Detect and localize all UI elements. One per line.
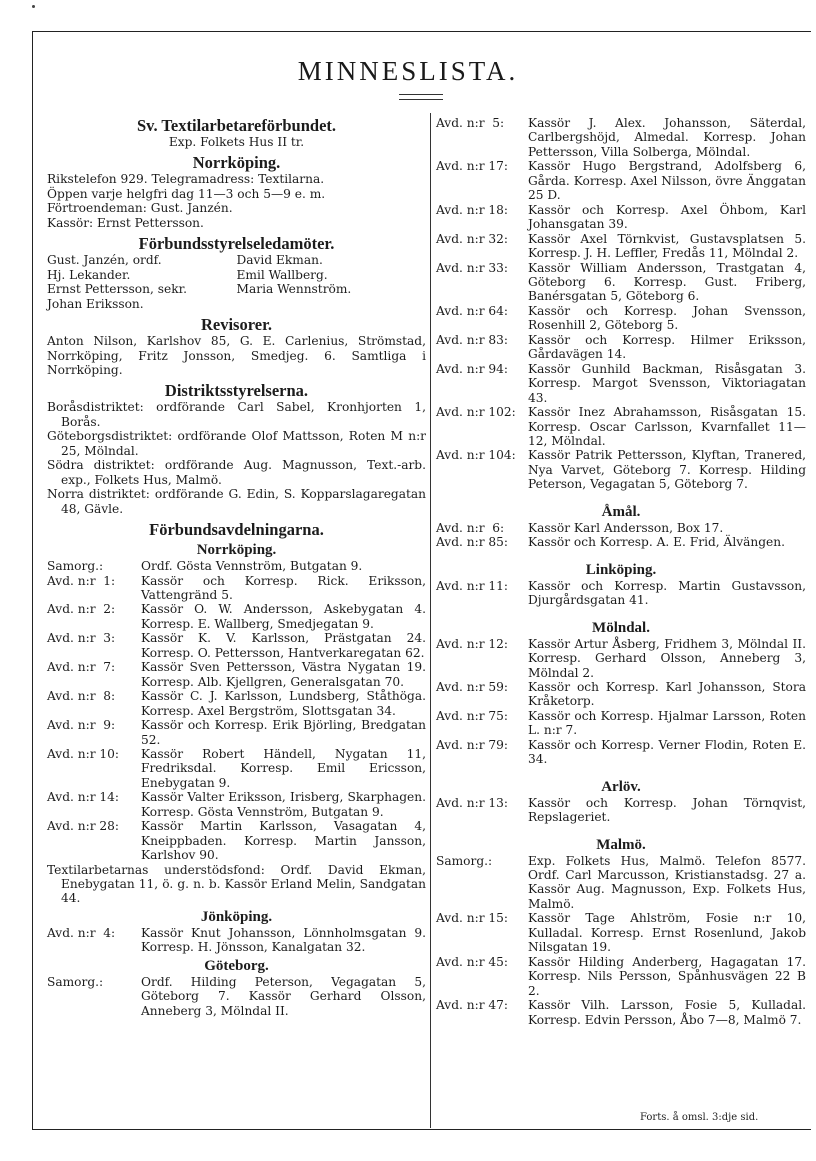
section-text: Kassör Artur Åsberg, Fridhem 3, Mölndal II. Korresp. Gerhard Olsson, Anneberg 3, Mölndal 2. — [528, 636, 806, 680]
section-text: Kassör Inez Abrahamsson, Risåsgatan 15. Korresp. Oscar Carlsson, Kvarnfallet 11—12, Mölndal. — [528, 405, 806, 448]
malmo-list — [436, 854, 806, 1027]
section-label: Avd. n:r 32: — [436, 231, 509, 246]
section-label: Avd. n:r 45: — [436, 954, 509, 969]
section-text: Ordf. Hilding Peterson, Vegagatan 5, Göteborg 7. Kassör Gerhard Olsson, Anneberg 3, Mölndal II. — [141, 974, 426, 1018]
section-text: Kassör och Korresp. Verner Flodin, Roten E. 34. — [528, 737, 806, 767]
section-label: Avd. n:r 94: — [436, 361, 509, 376]
section-text: Kassör Axel Törnkvist, Gustavsplatsen 5. Korresp. J. H. Leffler, Fredås 11, Mölndal 2. — [528, 231, 806, 261]
section-label: Avd. n:r 17: — [436, 159, 509, 174]
section-label: Avd. n:r 2: — [47, 602, 116, 617]
right-column — [436, 116, 806, 1027]
board-member — [237, 297, 427, 311]
section-entry — [436, 998, 806, 1027]
jonkoping-heading: Jönköping. — [200, 908, 273, 925]
board-member: Ernst Pettersson, sekr. — [47, 282, 187, 297]
section-entry — [436, 796, 806, 825]
section-text: Kassör Knut Johansson, Lönnholmsgatan 9. Korresp. H. Jönsson, Kanalgatan 32. — [141, 925, 426, 955]
section-entry — [436, 116, 806, 159]
districts-heading: Distriktsstyrelserna. — [164, 381, 309, 401]
section-text: Kassör och Korresp. Hilmer Eriksson, Gårdavägen 14. — [528, 332, 806, 362]
section-entry — [436, 362, 806, 405]
section-entry — [436, 333, 806, 362]
district-entry: Norra distriktet: ordförande G. Edin, S. Kopparslagaregatan 48, Gävle. — [47, 487, 426, 516]
section-label: Avd. n:r 79: — [436, 737, 509, 752]
continuation-note: Forts. å omsl. 3:dje sid. — [640, 1112, 759, 1123]
board-member: Gust. Janzén, ordf. — [47, 253, 162, 268]
section-entry — [47, 926, 426, 955]
linkoping-list — [436, 579, 806, 608]
section-text: Kassör C. J. Karlsson, Lundsberg, Ståthöga. Korresp. Axel Bergström, Slottsgatan 34. — [141, 689, 426, 718]
section-entry — [47, 975, 426, 1018]
goteborg-list — [47, 975, 426, 1018]
section-label: Avd. n:r 11: — [436, 578, 509, 593]
left-column — [47, 116, 426, 1018]
section-label: Avd. n:r 13: — [436, 795, 509, 810]
section-text: Kassör Gunhild Backman, Risåsgatan 3. Korresp. Margot Svensson, Viktoriagatan 43. — [528, 361, 806, 405]
section-label: Avd. n:r 64: — [436, 303, 509, 318]
section-entry — [47, 602, 426, 631]
section-text: Exp. Folkets Hus, Malmö. Telefon 8577. Ordf. Carl Marcusson, Kristianstadsg. 27 a. Kassör Aug. Magnusson, Exp. Folkets Hus, Malmö. — [528, 853, 806, 911]
contact-line: Kassör: Ernst Pettersson. — [47, 215, 204, 230]
contact-line: Rikstelefon 929. Telegramadress: Textilarna. — [47, 172, 325, 187]
section-entry — [436, 203, 806, 232]
norrkoping-list — [47, 559, 426, 863]
section-label: Avd. n:r 14: — [47, 790, 120, 805]
arlov-heading: Arlöv. — [601, 778, 641, 795]
section-label: Avd. n:r 5: — [436, 116, 505, 130]
board-member: David Ekman. — [236, 253, 323, 268]
section-label: Avd. n:r 10: — [47, 746, 120, 761]
section-text: Kassör och Korresp. A. E. Frid, Älvängen. — [528, 535, 785, 550]
section-label: Avd. n:r 75: — [436, 708, 509, 723]
section-entry — [47, 747, 426, 790]
section-label: Avd. n:r 8: — [47, 689, 116, 704]
section-entry — [436, 405, 806, 448]
section-entry — [436, 579, 806, 608]
board-list — [47, 253, 426, 311]
arlov-list — [436, 796, 806, 825]
section-entry — [436, 304, 806, 333]
section-text: Ordf. Gösta Vennström, Butgatan 9. — [141, 559, 363, 574]
section-text: Kassör Vilh. Larsson, Fosie 5, Kulladal. Korresp. Edvin Persson, Åbo 7—8, Malmö 7. — [528, 998, 806, 1027]
section-text: Kassör och Korresp. Hjalmar Larsson, Roten L. n:r 7. — [528, 708, 806, 738]
section-entry — [436, 535, 806, 549]
sections-heading: Förbundsavdelningarna. — [149, 520, 324, 540]
section-label: Samorg.: — [47, 559, 104, 574]
norrkoping-heading: Norrköping. — [196, 542, 277, 559]
district-entry: Boråsdistriktet: ordförande Carl Sabel, Kronhjorten 1, Borås. — [47, 400, 426, 429]
section-entry — [436, 854, 806, 912]
section-label: Avd. n:r 59: — [436, 679, 509, 694]
section-text: Kassör J. Alex. Johansson, Säterdal, Carlbergshöjd, Almedal. Korresp. Johan Pettersson, Villa Solberga, Mölndal. — [528, 116, 806, 159]
section-text: Kassör O. W. Andersson, Askebygatan 4. Korresp. E. Wallberg, Smedjegatan 9. — [141, 602, 426, 631]
section-text: Kassör och Korresp. Erik Björling, Bredgatan 52. — [141, 718, 426, 747]
section-text: Kassör Hugo Bergstrand, Adolfsberg 6, Gårda. Korresp. Axel Nilsson, övre Änggatan 25 D. — [528, 159, 806, 203]
section-entry — [436, 232, 806, 261]
section-label: Samorg.: — [436, 853, 493, 868]
board-member: Maria Wennström. — [236, 282, 352, 297]
contact-line: Förtroendeman: Gust. Janzén. — [47, 201, 233, 216]
section-entry — [47, 718, 426, 747]
section-entry — [47, 574, 426, 603]
section-entry — [436, 955, 806, 998]
section-entry — [436, 637, 806, 680]
column-separator — [430, 113, 431, 1128]
amal-heading: Åmål. — [601, 503, 641, 520]
union-heading: Sv. Textilarbetareförbundet. — [136, 116, 337, 135]
section-entry — [436, 738, 806, 767]
section-entry — [436, 159, 806, 202]
molndal-heading: Mölndal. — [592, 619, 650, 636]
support-fund: Textilarbetarnas understödsfond: Ordf. David Ekman, Enebygatan 11, ö. g. n. b. Kassör Erland Melin, Sandgatan 44. — [47, 862, 426, 906]
section-text: Kassör Tage Ahlström, Fosie n:r 10, Kulladal. Korresp. Ernst Rosenlund, Jakob Nilsgatan 19. — [528, 911, 806, 955]
section-entry — [436, 448, 806, 491]
auditors-text: Anton Nilson, Karlshov 85, G. E. Carlenius, Strömstad, Norrköping, Fritz Jonsson, Smedjeg. 6. Samtliga i Norrköping. — [47, 334, 426, 377]
district-entry: Göteborgsdistriktet: ordförande Olof Mattsson, Roten M n:r 25, Mölndal. — [47, 429, 426, 458]
section-label: Avd. n:r 83: — [436, 332, 509, 347]
section-label: Avd. n:r 6: — [436, 520, 505, 535]
molndal-list — [436, 637, 806, 767]
board-member: Hj. Lekander. — [47, 267, 131, 282]
section-text: Kassör Martin Karlsson, Vasagatan 4, Kneippbaden. Korresp. Martin Jansson, Karlshov 90. — [141, 819, 426, 863]
section-label: Avd. n:r 9: — [47, 718, 116, 733]
section-label: Avd. n:r 7: — [47, 660, 116, 675]
section-label: Avd. n:r 12: — [436, 636, 509, 651]
section-text: Kassör och Korresp. Karl Johansson, Stora Kråketorp. — [528, 679, 806, 709]
section-text: Kassör Sven Pettersson, Västra Nygatan 19. Korresp. Alb. Kjellgren, Generalsgatan 70. — [141, 660, 426, 689]
section-text: Kassör Patrik Pettersson, Klyftan, Tranered, Nya Varvet, Göteborg 7. Korresp. Hilding Peterson, Vegagatan 5, Göteborg 7. — [528, 448, 806, 492]
section-text: Kassör Hilding Anderberg, Hagagatan 17. Korresp. Nils Persson, Spånhusvägen 22 B 2. — [528, 954, 806, 998]
section-entry — [47, 790, 426, 819]
goteborg-heading: Göteborg. — [204, 957, 269, 974]
section-entry — [436, 521, 806, 535]
section-text: Kassör och Korresp. Johan Svensson, Rosenhill 2, Göteborg 5. — [528, 303, 806, 333]
section-label: Avd. n:r 102: — [436, 405, 516, 420]
section-label: Samorg.: — [47, 974, 104, 989]
section-entry — [436, 709, 806, 738]
city-heading: Norrköping. — [192, 153, 281, 173]
section-entry — [47, 689, 426, 718]
section-text: Kassör Karl Andersson, Box 17. — [528, 520, 724, 535]
district-entry: Södra distriktet: ordförande Aug. Magnusson, Text.-arb. exp., Folkets Hus, Malmö. — [47, 458, 426, 487]
board-member: Johan Eriksson. — [47, 296, 144, 311]
speck-mark — [32, 5, 35, 8]
section-label: Avd. n:r 1: — [47, 573, 116, 588]
board-heading: Förbundsstyrelseledamöter. — [138, 234, 335, 254]
amal-list — [436, 521, 806, 550]
union-exp: Exp. Folkets Hus II tr. — [168, 135, 305, 149]
section-text: Kassör och Korresp. Axel Öhbom, Karl Johansgatan 39. — [528, 202, 806, 232]
section-text: Kassör William Andersson, Trastgatan 4, Göteborg 6. Korresp. Gust. Friberg, Banérsgatan 5, Göteborg 6. — [528, 260, 806, 304]
section-text: Kassör Robert Händell, Nygatan 11, Fredriksdal. Korresp. Emil Ericsson, Enebygatan 9. — [141, 746, 426, 790]
section-entry — [436, 911, 806, 954]
section-text: Kassör och Korresp. Johan Törnqvist, Repslageriet. — [528, 795, 806, 825]
jonkoping-list — [47, 926, 426, 955]
section-label: Avd. n:r 33: — [436, 260, 509, 275]
section-entry — [47, 631, 426, 660]
section-label: Avd. n:r 85: — [436, 535, 509, 550]
board-member: Emil Wallberg. — [236, 267, 328, 282]
goteborg-continued-list — [436, 116, 806, 492]
section-label: Avd. n:r 4: — [47, 925, 116, 940]
auditors-heading: Revisorer. — [200, 315, 273, 335]
linkoping-heading: Linköping. — [585, 561, 657, 578]
malmo-heading: Malmö. — [596, 836, 646, 853]
section-text: Kassör och Korresp. Rick. Eriksson, Vattengränd 5. — [141, 573, 426, 602]
section-label: Avd. n:r 104: — [436, 448, 516, 463]
section-entry — [436, 680, 806, 709]
section-entry — [47, 819, 426, 862]
section-text: Kassör Valter Eriksson, Irisberg, Skarphagen. Korresp. Gösta Vennström, Butgatan 9. — [141, 790, 426, 819]
section-entry — [436, 261, 806, 304]
section-text: Kassör och Korresp. Martin Gustavsson, Djurgårdsgatan 41. — [528, 578, 806, 608]
section-label: Avd. n:r 15: — [436, 911, 509, 926]
page-title: MINNESLISTA. — [297, 56, 519, 86]
section-label: Avd. n:r 47: — [436, 998, 509, 1013]
section-text: Kassör K. V. Karlsson, Prästgatan 24. Korresp. O. Pettersson, Hantverkaregatan 62. — [141, 631, 426, 660]
section-entry — [47, 559, 426, 573]
section-label: Avd. n:r 3: — [47, 631, 116, 646]
section-label: Avd. n:r 28: — [47, 819, 120, 834]
section-entry — [47, 660, 426, 689]
contact-line: Öppen varje helgfri dag 11—3 och 5—9 e. m. — [47, 186, 326, 201]
title-rule — [399, 94, 443, 100]
section-label: Avd. n:r 18: — [436, 202, 509, 217]
